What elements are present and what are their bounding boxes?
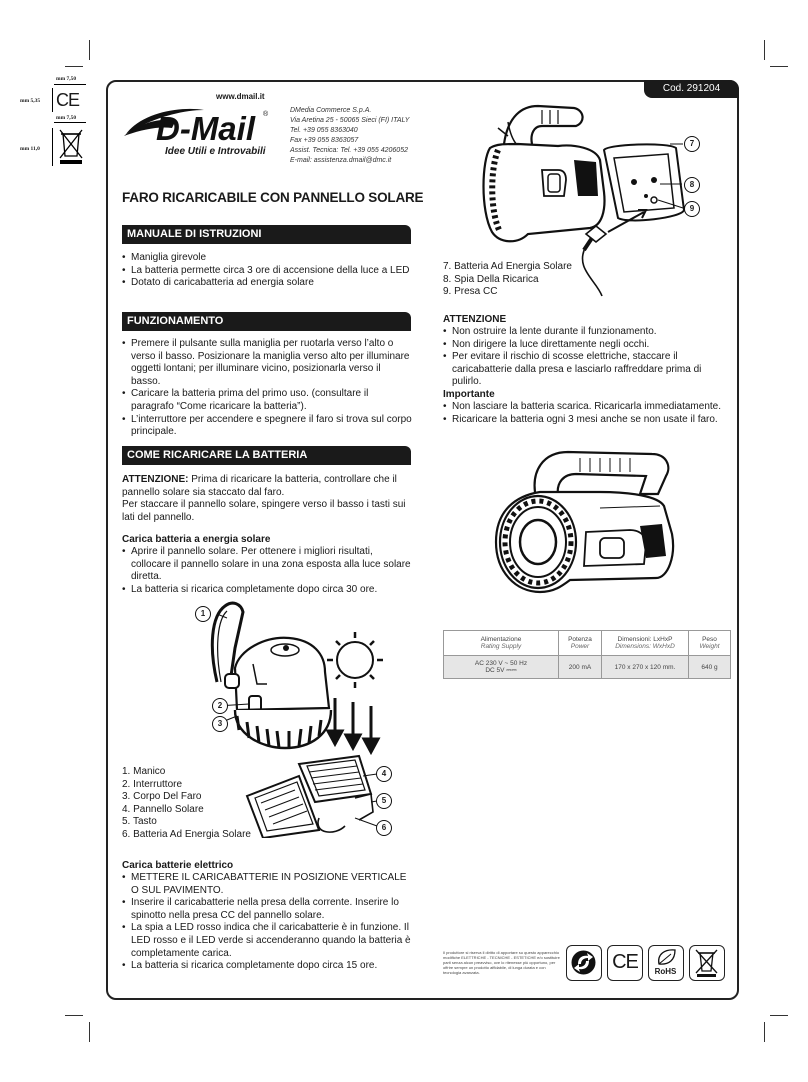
manuale-list [122, 252, 412, 290]
attention-text-2: Per staccare il pannello solare, spingere verso il basso i tasti sui lati del pannello. [122, 499, 406, 523]
table-header: Potenza Power [559, 631, 602, 656]
ce-cert [607, 945, 643, 981]
company-line: Tel. +39 055 8363040 [290, 127, 358, 134]
table-row [444, 656, 731, 679]
electric-charge-heading: Carica batterie elettrico [122, 860, 234, 871]
attention-heading: ATTENZIONE [443, 314, 507, 325]
list-item: • Caricare la batteria prima del primo uso. (consultare il paragrafo “Come ricaricare la batteria”). [122, 388, 412, 413]
attention-text: Prima di ricaricare la batteria, controllare che il pannello solare sia staccato dal faro. [122, 474, 397, 498]
page-title: FARO RICARICABILE CON PANNELLO SOLARE [122, 190, 424, 205]
list-item: 1. Manico [122, 766, 166, 777]
crop-mark [770, 1015, 788, 1016]
ce-icon: CE [56, 90, 80, 110]
important-list [443, 401, 728, 426]
company-line: E-mail: assistenza.dmail@dmc.it [290, 157, 392, 164]
company-line: Assist. Tecnica: Tel. +39 055 4206052 [290, 147, 408, 154]
ricarica-attention [122, 474, 412, 524]
callout-2: 2 [212, 698, 228, 714]
company-line: Fax +39 055 8363057 [290, 137, 359, 144]
attention-list [443, 326, 728, 389]
company-line: DMedia Commerce S.p.A. [290, 107, 372, 114]
table-row [444, 631, 731, 656]
crop-mark [89, 1022, 90, 1042]
list-item: • Inserire il caricabatterie nella presa della corrente. Inserire lo spinotto nella presa CC del pannello solare. [122, 897, 412, 922]
crop-mark [65, 66, 83, 67]
weee-bin-icon [56, 128, 86, 166]
callout-3: 3 [212, 716, 228, 732]
list-item: 7. Batteria Ad Energia Solare [443, 261, 572, 272]
list-item: • Dotato di caricabatteria ad energia solare [122, 277, 412, 290]
callout-6: 6 [376, 820, 392, 836]
list-item: 5. Tasto [122, 816, 157, 828]
callout-1: 1 [195, 606, 211, 622]
ce-icon: CE [612, 951, 638, 973]
list-item: • L’interruttore per accendere e spegnere il faro si trova sul corpo principale. [122, 414, 412, 439]
list-item: • Aprire il pannello solare. Per ottenere i migliori risultati, collocare il pannello solare in una zona esposta alla luce solare diretta. [122, 546, 412, 584]
list-item: • Per evitare il rischio di scosse elettriche, staccare il caricabatterie dalla presa e lasciarlo raffreddare prima di pulirlo. [443, 351, 728, 389]
weee-cert [689, 945, 725, 981]
dim-label: mm 7,50 [56, 76, 77, 82]
attention-label: ATTENZIONE: [122, 474, 189, 485]
website-url: www.dmail.it [216, 92, 265, 101]
crop-mark [764, 1022, 765, 1042]
list-item: • La batteria permette circa 3 ore di accensione della luce a LED [122, 265, 412, 278]
dmail-logo [122, 102, 272, 148]
section-heading-manuale: MANUALE DI ISTRUZIONI [122, 225, 411, 244]
table-header: Alimentazione Rating Supply [444, 631, 559, 656]
spec-table [443, 630, 731, 679]
list-item: 4. Pannello Solare [122, 803, 204, 815]
parts-list-right [443, 261, 572, 299]
rohs-leaf-icon [649, 946, 682, 968]
crop-mark [65, 1015, 83, 1016]
callout-5: 5 [376, 793, 392, 809]
tagline: Idee Utili e Introvabili [165, 146, 266, 157]
power-cell: 200 mA [559, 656, 602, 679]
section-heading-funzionamento: FUNZIONAMENTO [122, 312, 411, 331]
parts-list [122, 766, 251, 842]
list-item: 2. Interruttore [122, 778, 183, 790]
lantern-front-illustration [490, 446, 680, 606]
recycle-icon [567, 946, 600, 979]
table-header: Peso Weight [689, 631, 731, 656]
list-item: 9. Presa CC [443, 286, 498, 298]
product-code: Cod. 291204 [644, 80, 739, 98]
callout-9: 9 [684, 201, 700, 217]
dim-label: mm 7,50 [56, 115, 77, 121]
list-item: • La batteria si ricarica completamente dopo circa 15 ore. [122, 960, 412, 973]
list-item: 3. Corpo Del Faro [122, 791, 202, 803]
weee-bin-icon [690, 946, 723, 979]
dim-label: mm 11,0 [20, 146, 40, 152]
list-item: • La spia a LED rosso indica che il caricabatterie è in funzione. Il LED rosso e il LED verde si accenderanno quando la batteria è completamente carica. [122, 922, 412, 960]
margin-symbol-dims [18, 76, 88, 176]
list-item: • Premere il pulsante sulla maniglia per ruotarla verso l’alto o verso il basso. Posizionare la maniglia verso alto per illuminare oggetti lontani; per illuminare vicino, posizionarla verso il basso. [122, 338, 412, 388]
funzionamento-list [122, 338, 412, 439]
solar-charge-heading: Carica batteria a energia solare [122, 534, 271, 545]
rohs-cert [648, 945, 684, 981]
callout-4: 4 [376, 766, 392, 782]
dim-label: mm 5,35 [20, 98, 41, 104]
weight-cell: 640 g [689, 656, 731, 679]
list-item: • Ricaricare la batteria ogni 3 mesi anche se non usate il faro. [443, 414, 728, 427]
list-item: • Maniglia girevole [122, 252, 412, 265]
disclaimer: Il produttore si riserva il diritto di apportare su questo apparecchio modifiche ELETTRICHE - TECNICHE - ESTETICHE e/o sostituire parti senza alcun preavviso, ove lo ritenesse più opportuno, per offrire sempre un prodotto affidabile, di lunga durata e con tecnologia avanzata. [443, 950, 560, 975]
list-item: 8. Spia Della Ricarica [443, 273, 539, 285]
section-heading-ricarica: COME RICARICARE LA BATTERIA [122, 446, 411, 465]
list-item: 6. Batteria Ad Energia Solare [122, 828, 251, 840]
dimensions-cell: 170 x 270 x 120 mm. [602, 656, 689, 679]
list-item: • La batteria si ricarica completamente dopo circa 30 ore. [122, 584, 412, 597]
supply-cell: AC 230 V ~ 50 Hz DC 5V ⎓⎓ [444, 656, 559, 679]
table-header: Dimensioni: LxHxP Dimensions: WxHxD [602, 631, 689, 656]
callout-7: 7 [684, 136, 700, 152]
company-line: Via Aretina 25 - 50065 Sieci (FI) ITALY [290, 117, 410, 124]
crop-mark [770, 66, 788, 67]
callout-8: 8 [684, 177, 700, 193]
crop-mark [764, 40, 765, 60]
solar-charge-list [122, 546, 412, 596]
company-info [290, 106, 409, 166]
electric-charge-list [122, 872, 412, 973]
logo-registered: ® [263, 111, 269, 118]
logo-brand-text: D-Mail [156, 110, 255, 147]
list-item: • METTERE IL CARICABATTERIE IN POSIZIONE VERTICALE O SUL PAVIMENTO. [122, 872, 412, 897]
crop-mark [89, 40, 90, 60]
list-item: • Non dirigere la luce direttamente negli occhi. [443, 339, 728, 352]
list-item: • Non lasciare la batteria scarica. Ricaricarla immediatamente. [443, 401, 728, 414]
recycle-cert [566, 945, 602, 981]
important-heading: Importante [443, 389, 495, 400]
rohs-label: RoHS [654, 967, 677, 976]
list-item: • Non ostruire la lente durante il funzionamento. [443, 326, 728, 339]
